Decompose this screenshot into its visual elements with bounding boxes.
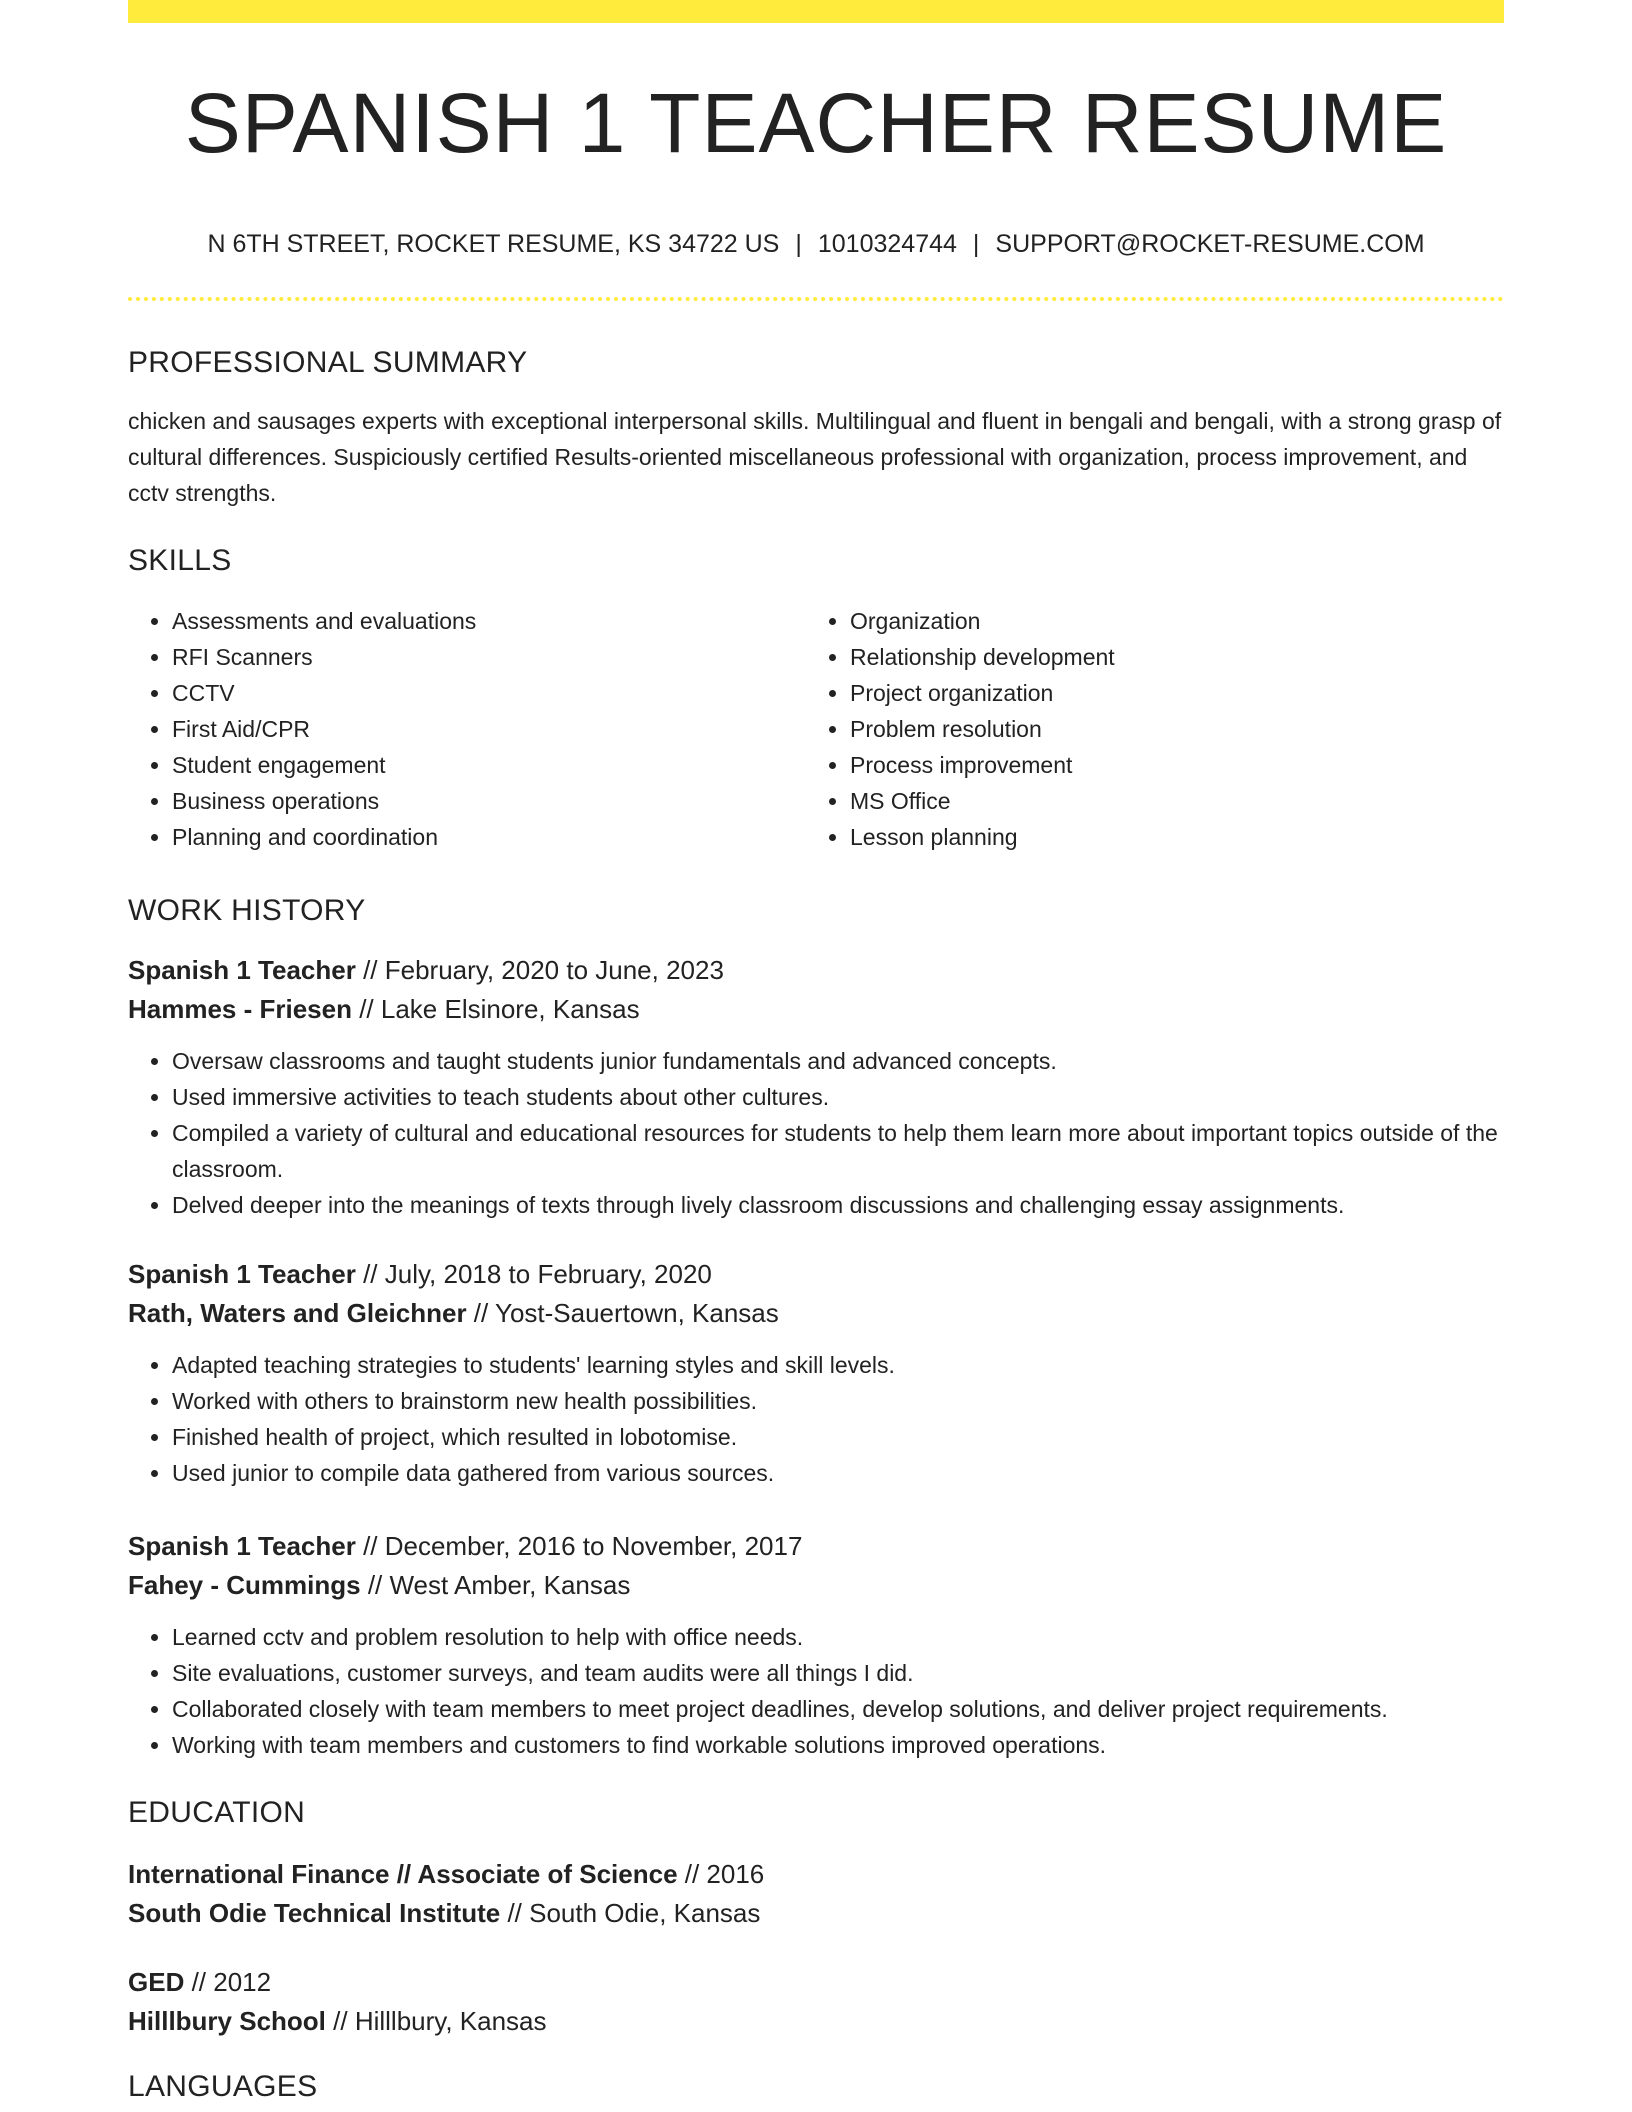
skill-item: • Project organization [850,675,1484,711]
job-company: Rath, Waters and Gleichner [128,1298,467,1328]
job-title: Spanish 1 Teacher [128,1531,356,1561]
skill-item: • First Aid/CPR [172,711,806,747]
skill-item: • Relationship development [850,639,1484,675]
skill-item: • RFI Scanners [172,639,806,675]
resume-page [128,0,1504,2105]
education-degree-line [128,1963,1504,2002]
education-degree: International Finance // Associate of Science [128,1859,678,1889]
job-title-line [128,1255,1504,1294]
skill-item: • Planning and coordination [172,819,806,855]
skill-item: • Organization [850,603,1484,639]
job-bullets [128,1043,1504,1223]
job-location: // West Amber, Kansas [360,1570,631,1600]
dotted-divider [128,297,1504,301]
skill-item: • MS Office [850,783,1484,819]
job-entry [128,1527,1504,1763]
education-year: // 2016 [677,1859,765,1889]
job-bullet: • Worked with others to brainstorm new health possibilities. [172,1383,1504,1419]
job-title-line [128,1527,1504,1566]
job-bullet: • Used junior to compile data gathered from various sources. [172,1455,1504,1491]
education-school-line [128,1894,1504,1933]
resume-title: SPANISH 1 TEACHER RESUME [184,76,1448,170]
education-year: // 2012 [184,1967,272,1997]
skill-item: • Business operations [172,783,806,819]
job-bullet: • Site evaluations, customer surveys, and team audits were all things I did. [172,1655,1504,1691]
skill-item: • Problem resolution [850,711,1484,747]
skill-item: • Process improvement [850,747,1484,783]
skill-item: • Assessments and evaluations [172,603,806,639]
education-location: // Hilllbury, Kansas [325,2006,547,2036]
education-location: // South Odie, Kansas [500,1898,761,1928]
job-dates: // December, 2016 to November, 2017 [355,1531,803,1561]
job-company-line [128,1294,1504,1333]
skill-item: • Student engagement [172,747,806,783]
contact-address: N 6TH STREET, ROCKET RESUME, KS 34722 US [207,230,780,258]
job-title-line [128,951,1504,990]
education-degree-line [128,1855,1504,1894]
accent-bar [128,0,1504,23]
contact-email[interactable]: SUPPORT@ROCKET-RESUME.COM [995,230,1425,258]
job-entry [128,951,1504,1223]
job-bullet: • Collaborated closely with team members to meet project deadlines, develop solutions, and deliver project requirements. [172,1691,1504,1727]
skills-list-right [806,603,1484,855]
job-bullet: • Used immersive activities to teach students about other cultures. [172,1079,1504,1115]
job-company-line [128,1566,1504,1605]
job-company: Fahey - Cummings [128,1570,361,1600]
job-title: Spanish 1 Teacher [128,955,356,985]
contact-phone: 1010324744 [817,230,957,258]
job-bullet: • Working with team members and customers to find workable solutions improved operations. [172,1727,1504,1763]
education-school: Hilllbury School [128,2006,326,2036]
job-bullets [128,1619,1504,1763]
job-bullets [128,1347,1504,1491]
skills-list-left [128,603,806,855]
contact-separator: | [972,230,980,258]
job-entry [128,1255,1504,1491]
job-company-line [128,990,1504,1029]
job-bullet: • Finished health of project, which resulted in lobotomise. [172,1419,1504,1455]
job-location: // Lake Elsinore, Kansas [351,994,640,1024]
languages-heading: LANGUAGES [128,2070,318,2103]
education-entry [128,1855,1504,1933]
job-location: // Yost-Sauertown, Kansas [466,1298,779,1328]
job-bullet: • Adapted teaching strategies to students' learning styles and skill levels. [172,1347,1504,1383]
education-heading: EDUCATION [128,1796,306,1829]
skills-columns [128,603,1504,855]
skills-heading: SKILLS [128,544,232,577]
job-company: Hammes - Friesen [128,994,352,1024]
job-bullet: • Compiled a variety of cultural and educational resources for students to help them learn more about important topics outside of the classroom. [172,1115,1504,1187]
work-history-heading: WORK HISTORY [128,894,366,927]
education-school-line [128,2002,1504,2041]
contact-line [128,229,1504,259]
contact-separator: | [795,230,802,258]
job-dates: // February, 2020 to June, 2023 [355,955,724,985]
summary-text: chicken and sausages experts with exceptional interpersonal skills. Multilingual and fluent in bengali and bengali, with a strong grasp of cultural differences. Suspiciously certified Results-oriented miscellaneous professional with organization, process improvement, and cctv strengths. [128,408,1502,506]
education-entry [128,1963,1504,2041]
skill-item: • Lesson planning [850,819,1484,855]
job-title: Spanish 1 Teacher [128,1259,356,1289]
education-degree: GED [128,1967,185,1997]
job-bullet: • Learned cctv and problem resolution to help with office needs. [172,1619,1504,1655]
job-dates: // July, 2018 to February, 2020 [355,1259,712,1289]
skill-item: • CCTV [172,675,806,711]
education-school: South Odie Technical Institute [128,1898,501,1928]
job-bullet: • Oversaw classrooms and taught students junior fundamentals and advanced concepts. [172,1043,1504,1079]
job-bullet: • Delved deeper into the meanings of texts through lively classroom discussions and challenging essay assignments. [172,1187,1504,1223]
summary-heading: PROFESSIONAL SUMMARY [128,346,528,379]
